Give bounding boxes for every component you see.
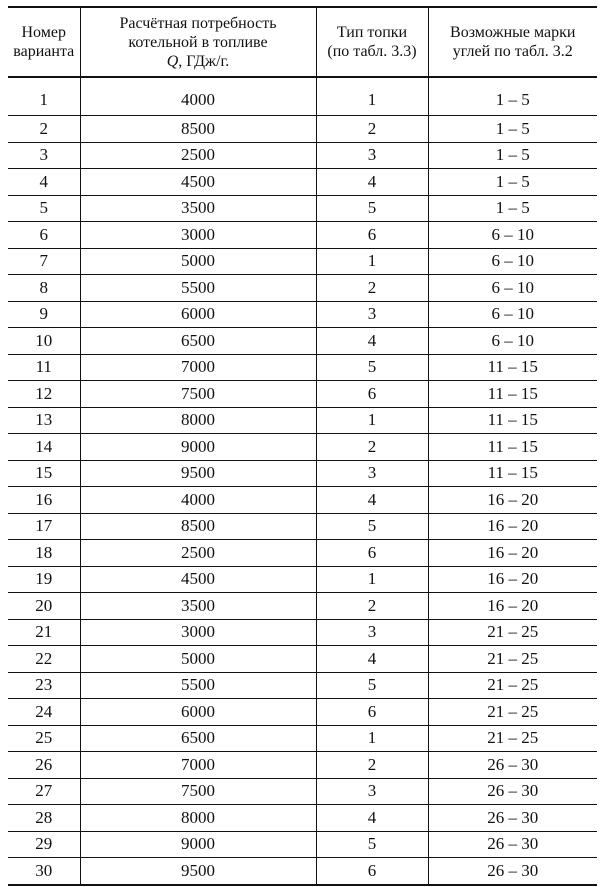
table-row: [8, 407, 597, 434]
cell-variant-number: 13: [8, 407, 80, 434]
header-fuel-demand: [80, 7, 316, 77]
cell-variant-number: 19: [8, 566, 80, 593]
cell-furnace-type: 2: [316, 275, 428, 302]
cell-variant-number: 22: [8, 646, 80, 673]
cell-variant-number: 4: [8, 169, 80, 196]
cell-coal-grades: 26 – 30: [428, 752, 597, 779]
cell-variant-number: 8: [8, 275, 80, 302]
table-row: [8, 513, 597, 540]
cell-fuel-demand: 5500: [80, 672, 316, 699]
cell-coal-grades: 1 – 5: [428, 77, 597, 116]
table-row: [8, 805, 597, 832]
cell-variant-number: 20: [8, 593, 80, 620]
cell-coal-grades: 16 – 20: [428, 487, 597, 514]
cell-furnace-type: 5: [316, 831, 428, 858]
cell-furnace-type: 1: [316, 248, 428, 275]
cell-coal-grades: 26 – 30: [428, 778, 597, 805]
cell-furnace-type: 4: [316, 169, 428, 196]
table-row: [8, 116, 597, 143]
cell-coal-grades: 21 – 25: [428, 672, 597, 699]
table-row: [8, 169, 597, 196]
cell-fuel-demand: 6000: [80, 699, 316, 726]
cell-coal-grades: 16 – 20: [428, 593, 597, 620]
cell-fuel-demand: 7000: [80, 354, 316, 381]
cell-variant-number: 5: [8, 195, 80, 222]
cell-coal-grades: 11 – 15: [428, 381, 597, 408]
cell-furnace-type: 3: [316, 619, 428, 646]
table-row: [8, 831, 597, 858]
cell-fuel-demand: 4500: [80, 169, 316, 196]
cell-variant-number: 23: [8, 672, 80, 699]
cell-furnace-type: 4: [316, 805, 428, 832]
variants-table: [8, 6, 597, 886]
cell-coal-grades: 6 – 10: [428, 301, 597, 328]
cell-variant-number: 3: [8, 142, 80, 169]
cell-variant-number: 16: [8, 487, 80, 514]
cell-coal-grades: 6 – 10: [428, 222, 597, 249]
cell-fuel-demand: 3000: [80, 222, 316, 249]
header-fuel-demand-line2: котельной в топливе: [128, 33, 268, 51]
table-row: [8, 77, 597, 116]
cell-coal-grades: 26 – 30: [428, 831, 597, 858]
cell-furnace-type: 3: [316, 301, 428, 328]
cell-fuel-demand: 8000: [80, 805, 316, 832]
cell-coal-grades: 1 – 5: [428, 116, 597, 143]
cell-furnace-type: 6: [316, 858, 428, 885]
cell-fuel-demand: 9000: [80, 434, 316, 461]
cell-variant-number: 30: [8, 858, 80, 885]
cell-fuel-demand: 2500: [80, 540, 316, 567]
cell-fuel-demand: 5500: [80, 275, 316, 302]
table-row: [8, 142, 597, 169]
cell-fuel-demand: 9500: [80, 858, 316, 885]
cell-fuel-demand: 9500: [80, 460, 316, 487]
cell-furnace-type: 6: [316, 699, 428, 726]
cell-fuel-demand: 7500: [80, 778, 316, 805]
table-row: [8, 646, 597, 673]
cell-coal-grades: 21 – 25: [428, 646, 597, 673]
table-row: [8, 725, 597, 752]
cell-furnace-type: 3: [316, 460, 428, 487]
table-row: [8, 858, 597, 885]
header-coal-grades-line2: углей по табл. 3.2: [452, 43, 573, 60]
cell-furnace-type: 2: [316, 593, 428, 620]
cell-fuel-demand: 8500: [80, 513, 316, 540]
cell-coal-grades: 6 – 10: [428, 248, 597, 275]
cell-variant-number: 2: [8, 116, 80, 143]
cell-furnace-type: 5: [316, 195, 428, 222]
cell-variant-number: 11: [8, 354, 80, 381]
cell-coal-grades: 16 – 20: [428, 540, 597, 567]
cell-furnace-type: 1: [316, 725, 428, 752]
cell-furnace-type: 1: [316, 566, 428, 593]
cell-fuel-demand: 5000: [80, 646, 316, 673]
table-body: [8, 77, 597, 885]
cell-coal-grades: 21 – 25: [428, 699, 597, 726]
table-row: [8, 778, 597, 805]
cell-fuel-demand: 6000: [80, 301, 316, 328]
cell-variant-number: 17: [8, 513, 80, 540]
table-row: [8, 275, 597, 302]
cell-variant-number: 21: [8, 619, 80, 646]
cell-fuel-demand: 6500: [80, 725, 316, 752]
cell-furnace-type: 2: [316, 116, 428, 143]
cell-coal-grades: 1 – 5: [428, 169, 597, 196]
header-fuel-demand-unit: , ГДж/г.: [178, 52, 230, 70]
cell-variant-number: 12: [8, 381, 80, 408]
cell-fuel-demand: 9000: [80, 831, 316, 858]
cell-variant-number: 9: [8, 301, 80, 328]
table-row: [8, 195, 597, 222]
cell-variant-number: 26: [8, 752, 80, 779]
cell-furnace-type: 4: [316, 487, 428, 514]
cell-coal-grades: 6 – 10: [428, 328, 597, 355]
cell-furnace-type: 3: [316, 778, 428, 805]
header-coal-grades-line1: Возможные марки: [450, 24, 576, 41]
table-row: [8, 699, 597, 726]
table-row: [8, 381, 597, 408]
cell-fuel-demand: 7500: [80, 381, 316, 408]
header-coal-grades: [428, 7, 597, 77]
cell-furnace-type: 3: [316, 142, 428, 169]
table-row: [8, 619, 597, 646]
cell-coal-grades: 11 – 15: [428, 407, 597, 434]
cell-furnace-type: 6: [316, 222, 428, 249]
cell-variant-number: 27: [8, 778, 80, 805]
table-row: [8, 301, 597, 328]
cell-variant-number: 1: [8, 77, 80, 116]
header-furnace-type-line2: (по табл. 3.3): [327, 43, 417, 60]
cell-variant-number: 6: [8, 222, 80, 249]
cell-fuel-demand: 3500: [80, 593, 316, 620]
cell-fuel-demand: 4000: [80, 487, 316, 514]
cell-furnace-type: 1: [316, 77, 428, 116]
cell-variant-number: 15: [8, 460, 80, 487]
cell-furnace-type: 5: [316, 513, 428, 540]
cell-fuel-demand: 4000: [80, 77, 316, 116]
cell-variant-number: 7: [8, 248, 80, 275]
cell-furnace-type: 5: [316, 354, 428, 381]
header-furnace-type: [316, 7, 428, 77]
cell-coal-grades: 16 – 20: [428, 566, 597, 593]
cell-coal-grades: 1 – 5: [428, 195, 597, 222]
cell-fuel-demand: 2500: [80, 142, 316, 169]
table-row: [8, 328, 597, 355]
cell-fuel-demand: 8000: [80, 407, 316, 434]
cell-furnace-type: 4: [316, 646, 428, 673]
cell-variant-number: 18: [8, 540, 80, 567]
table-row: [8, 752, 597, 779]
cell-variant-number: 14: [8, 434, 80, 461]
table-row: [8, 487, 597, 514]
table-row: [8, 434, 597, 461]
cell-coal-grades: 26 – 30: [428, 805, 597, 832]
cell-furnace-type: 1: [316, 407, 428, 434]
header-variant-number-line2: варианта: [13, 43, 75, 60]
table-row: [8, 354, 597, 381]
cell-coal-grades: 16 – 20: [428, 513, 597, 540]
cell-variant-number: 28: [8, 805, 80, 832]
table-row: [8, 460, 597, 487]
table-row: [8, 566, 597, 593]
cell-fuel-demand: 7000: [80, 752, 316, 779]
cell-variant-number: 24: [8, 699, 80, 726]
cell-fuel-demand: 3500: [80, 195, 316, 222]
cell-coal-grades: 11 – 15: [428, 460, 597, 487]
cell-fuel-demand: 6500: [80, 328, 316, 355]
cell-furnace-type: 5: [316, 672, 428, 699]
cell-coal-grades: 1 – 5: [428, 142, 597, 169]
header-variant-number: [8, 7, 80, 77]
cell-furnace-type: 2: [316, 434, 428, 461]
header-fuel-demand-line1: Расчётная потребность: [119, 14, 277, 32]
cell-furnace-type: 2: [316, 752, 428, 779]
header-fuel-demand-symbol: Q: [166, 52, 179, 70]
header-row: [8, 7, 597, 77]
cell-variant-number: 10: [8, 328, 80, 355]
cell-coal-grades: 6 – 10: [428, 275, 597, 302]
table-header: [8, 7, 597, 77]
cell-coal-grades: 26 – 30: [428, 858, 597, 885]
header-furnace-type-line1: Тип топки: [336, 24, 408, 41]
cell-furnace-type: 4: [316, 328, 428, 355]
header-variant-number-line1: Номер: [21, 24, 66, 41]
cell-coal-grades: 21 – 25: [428, 619, 597, 646]
cell-coal-grades: 21 – 25: [428, 725, 597, 752]
cell-furnace-type: 6: [316, 540, 428, 567]
table-row: [8, 222, 597, 249]
cell-fuel-demand: 3000: [80, 619, 316, 646]
cell-coal-grades: 11 – 15: [428, 434, 597, 461]
table-row: [8, 540, 597, 567]
table-row: [8, 593, 597, 620]
cell-fuel-demand: 4500: [80, 566, 316, 593]
cell-fuel-demand: 8500: [80, 116, 316, 143]
cell-coal-grades: 11 – 15: [428, 354, 597, 381]
cell-furnace-type: 6: [316, 381, 428, 408]
cell-variant-number: 25: [8, 725, 80, 752]
table-row: [8, 672, 597, 699]
table-row: [8, 248, 597, 275]
cell-variant-number: 29: [8, 831, 80, 858]
cell-fuel-demand: 5000: [80, 248, 316, 275]
